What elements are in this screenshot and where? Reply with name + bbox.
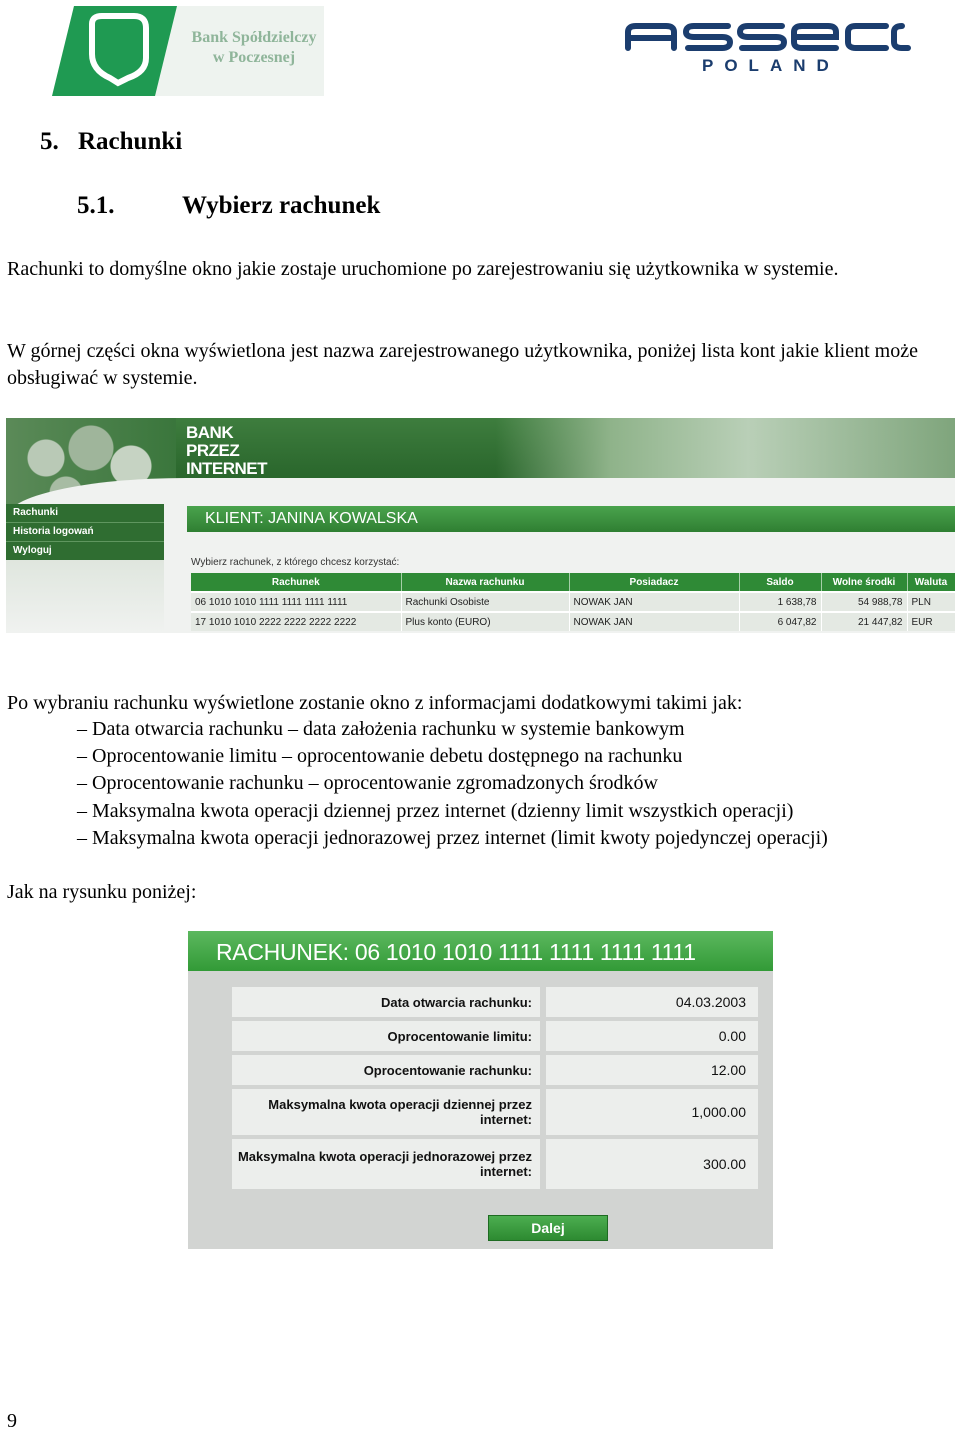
detail-value: 04.03.2003	[546, 987, 758, 1017]
list-item: – Data otwarcia rachunku – data założenia rachunku w systemie bankowym	[77, 718, 685, 740]
app-brand-line: PRZEZ	[186, 441, 240, 460]
subsection-number: 5.1.	[77, 192, 115, 219]
detail-label: Maksymalna kwota operacji dziennej przez internet:	[232, 1089, 540, 1135]
column-header: Wolne środki	[821, 573, 907, 592]
column-header: Rachunek	[191, 573, 401, 592]
detail-row	[232, 1021, 772, 1051]
app-brand-line: BANK	[186, 423, 234, 442]
table-row[interactable]	[191, 612, 955, 631]
choose-account-text: Wybierz rachunek, z którego chcesz korzystać:	[191, 557, 400, 568]
column-header: Posiadacz	[569, 573, 739, 592]
asseco-poland: POLAND	[702, 56, 840, 75]
account-name: Rachunki Osobiste	[401, 592, 569, 612]
account-number[interactable]: 06 1010 1010 1111 1111 1111 1111	[191, 592, 401, 612]
bank-app-screenshot	[6, 418, 955, 633]
accounts-table	[191, 573, 955, 631]
table-row[interactable]	[191, 592, 955, 612]
account-balance: 1 638,78	[739, 592, 821, 612]
section-heading	[40, 128, 182, 156]
column-header: Waluta	[907, 573, 955, 592]
detail-label: Data otwarcia rachunku:	[232, 987, 540, 1017]
page-number: 9	[7, 1410, 17, 1432]
details-intro: Po wybraniu rachunku wyświetlone zostanie okno z informacjami dodatkowymi takimi jak:	[7, 692, 743, 714]
detail-label: Maksymalna kwota operacji jednorazowej przez internet:	[232, 1139, 540, 1189]
list-item: – Maksymalna kwota operacji jednorazowej przez internet (limit kwoty pojedynczej operacji)	[77, 826, 828, 849]
account-owner: NOWAK JAN	[569, 592, 739, 612]
available-funds: 21 447,82	[821, 612, 907, 631]
asseco-wordmark	[622, 18, 912, 54]
column-header: Saldo	[739, 573, 821, 592]
client-bar	[187, 506, 955, 532]
intro-paragraph-1: Rachunki to domyślne okno jakie zostaje uruchomione po zarejestrowaniu się użytkownika w systemie.	[7, 258, 839, 280]
detail-value: 300.00	[546, 1139, 758, 1189]
account-balance: 6 047,82	[739, 612, 821, 631]
currency: EUR	[907, 612, 955, 631]
account-title: RACHUNEK: 06 1010 1010 1111 1111 1111 1111	[216, 939, 696, 965]
app-brand	[186, 424, 267, 478]
section-number: 5.	[40, 128, 59, 155]
subsection-title: Wybierz rachunek	[182, 192, 381, 219]
detail-value: 1,000.00	[546, 1089, 758, 1135]
section-title: Rachunki	[78, 128, 183, 155]
subsection-heading	[77, 192, 380, 220]
column-header: Nazwa rachunku	[401, 573, 569, 592]
detail-label: Oprocentowanie limitu:	[232, 1021, 540, 1051]
sidebar-item-historia[interactable]: Historia logowań	[6, 523, 164, 542]
sidebar-fill	[6, 560, 164, 633]
table-header-row	[191, 573, 955, 592]
bank-name: Bank Spółdzielczy w Poczesnej	[191, 29, 317, 66]
detail-value: 0.00	[546, 1021, 758, 1051]
details-list	[77, 716, 947, 852]
client-name: KLIENT: JANINA KOWALSKA	[205, 510, 418, 527]
list-item: – Maksymalna kwota operacji dziennej przez internet (dzienny limit wszystkich operacji)	[77, 799, 794, 822]
account-details-screenshot	[188, 931, 773, 1249]
asseco-logo	[622, 18, 912, 80]
available-funds: 54 988,78	[821, 592, 907, 612]
detail-row	[232, 1089, 772, 1135]
intro-paragraph-2: W górnej części okna wyświetlona jest nazwa zarejestrowanego użytkownika, poniżej lista kont jakie klient może obsługiwać w systemie.	[7, 340, 918, 389]
list-item: – Oprocentowanie limitu – oprocentowanie debetu dostępnego na rachunku	[77, 745, 683, 768]
account-name: Plus konto (EURO)	[401, 612, 569, 631]
detail-value: 12.00	[546, 1055, 758, 1085]
account-owner: NOWAK JAN	[569, 612, 739, 631]
currency: PLN	[907, 592, 955, 612]
app-sidebar	[6, 504, 164, 560]
list-item: – Oprocentowanie rachunku – oprocentowanie zgromadzonych środków	[77, 772, 658, 795]
detail-row	[232, 987, 772, 1017]
detail-row	[232, 1139, 772, 1189]
next-button[interactable]: Dalej	[488, 1215, 608, 1241]
sidebar-item-wyloguj[interactable]: Wyloguj	[6, 542, 164, 561]
detail-label: Oprocentowanie rachunku:	[232, 1055, 540, 1085]
bank-logo	[52, 6, 324, 96]
account-number[interactable]: 17 1010 1010 2222 2222 2222 2222	[191, 612, 401, 631]
account-title-bar	[188, 931, 773, 971]
detail-row	[232, 1055, 772, 1085]
sidebar-item-rachunki[interactable]: Rachunki	[6, 504, 164, 523]
app-brand-line: INTERNET	[186, 459, 267, 478]
figure-caption: Jak na rysunku poniżej:	[7, 881, 197, 903]
